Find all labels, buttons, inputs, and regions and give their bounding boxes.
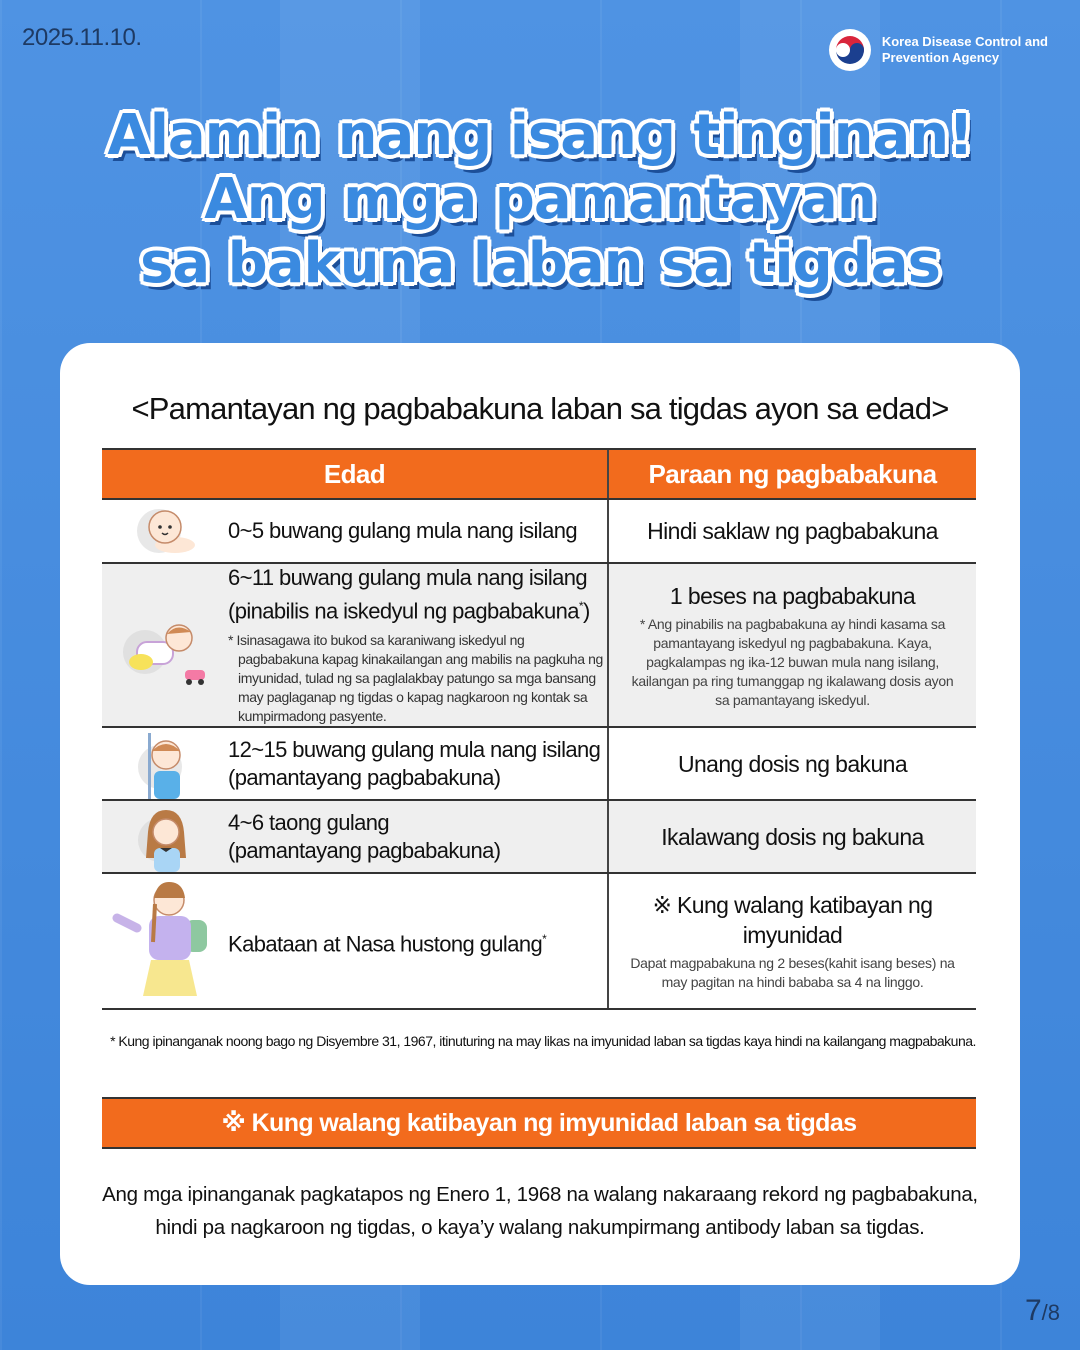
column-header-method: Paraan ng pagbabakuna	[608, 449, 976, 499]
agency-name-line2: Prevention Agency	[881, 50, 1000, 65]
table-row	[102, 499, 976, 563]
age-label	[228, 925, 546, 958]
method-note: Dapat magpabakuna ng 2 beses(kahit isang beses) na may pagitan na hindi bababa sa 4 na linggo.	[630, 955, 955, 991]
age-label	[228, 809, 500, 865]
age-label-line1: 4~6 taong gulang	[228, 809, 390, 835]
immunity-description-line1: Ang mga ipinanganak pagkatapos ng Enero 1, 1968 na walang nakaraang rekord ng pagbabakuna,	[102, 1183, 978, 1206]
age-label-line2: (pamantayang pagbabakuna)	[228, 764, 501, 790]
age-label-line1: 6~11 buwang gulang mula nang isilang	[228, 565, 588, 590]
agency-logo-block	[828, 28, 1048, 72]
hero-title-line2: Ang mga pamantayan	[204, 167, 876, 232]
crawling-baby-icon	[102, 600, 228, 690]
method-label: Ikalawang dosis ng bakuna	[661, 823, 924, 850]
agency-name-line1: Korea Disease Control and	[881, 34, 1048, 49]
content-card	[60, 343, 1020, 1285]
hero-title	[0, 104, 1080, 296]
method-label: Unang dosis ng bakuna	[677, 750, 908, 777]
method-label: ※ Kung walang katibayan ng imyunidad	[652, 892, 933, 949]
age-label	[228, 736, 600, 792]
page-current: 7	[1024, 1294, 1042, 1327]
page-total: /8	[1041, 1300, 1060, 1325]
age-label-line2: (pinabilis na iskedyul ng pagbabakuna	[228, 598, 579, 624]
column-header-age: Edad	[102, 449, 608, 499]
footnote-marker: *	[578, 599, 583, 613]
hero-title-line3: sa bakuna laban sa tigdas	[140, 231, 940, 296]
table-heading: <Pamantayan ng pagbabakuna laban sa tigdas ayon sa edad>	[131, 391, 949, 426]
page-indicator	[1025, 1294, 1060, 1328]
age-label-line2-end: )	[582, 598, 590, 624]
age-label-line1: 12~15 buwang gulang mula nang isilang	[228, 736, 601, 762]
age-note: * Isinasagawa ito bukod sa karaniwang iskedyul ng pagbabakuna kapag kinakailangan ang mabilis na pagkuha ng imyunidad, tulad ng sa paglalakbay patungo sa mga bansang may paglaganap ng tigdas o kapag nagkaroon ng kontak sa kumpirmadong pasyente.	[228, 632, 603, 725]
immunity-description-line2: hindi pa nagkaroon ng tigdas, o kaya’y walang nakumpirmang antibody laban sa tigdas.	[155, 1216, 925, 1239]
table-row	[102, 563, 976, 727]
age-label-line2: (pamantayang pagbabakuna)	[228, 837, 501, 863]
child-icon	[102, 802, 228, 872]
table-row	[102, 727, 976, 800]
method-label: 1 beses na pagbabakuna	[669, 582, 916, 609]
toddler-icon	[102, 729, 228, 799]
table-row	[102, 873, 976, 1009]
baby-icon	[102, 501, 228, 561]
age-label: 0~5 buwang gulang mula nang isilang	[228, 518, 578, 543]
date: 2025.11.10.	[22, 24, 142, 51]
korea-government-emblem-icon	[828, 28, 872, 72]
method-note: * Ang pinabilis na pagbabakuna ay hindi kasama sa pamantayang iskedyul ng pagbabakuna. Kaya, pagkalampas ng ika-12 buwan mula nang isilang, kailangan pa ring tumanggap ng ikalawang dosis ayon sa pamantayang iskedyul.	[631, 615, 954, 708]
agency-name	[882, 34, 1048, 66]
table-row	[102, 800, 976, 873]
immunity-description	[70, 1178, 1010, 1244]
hero-title-line1: Alamin nang isang tinginan!	[107, 103, 973, 168]
vaccination-table	[102, 448, 976, 1010]
teen-student-icon	[102, 876, 228, 1006]
age-label	[228, 564, 607, 625]
footnote: * Kung ipinanganak noong bago ng Disyembre 31, 1967, itinuturing na may likas na imyunidad laban sa tigdas kaya hindi na kailangang magpabakuna.	[110, 1033, 976, 1049]
immunity-banner: ※ Kung walang katibayan ng imyunidad laban sa tigdas	[102, 1097, 976, 1149]
age-label-text: Kabataan at Nasa hustong gulang	[228, 930, 543, 956]
footnote-marker: *	[542, 931, 547, 946]
method-label: Hindi saklaw ng pagbabakuna	[647, 518, 938, 544]
